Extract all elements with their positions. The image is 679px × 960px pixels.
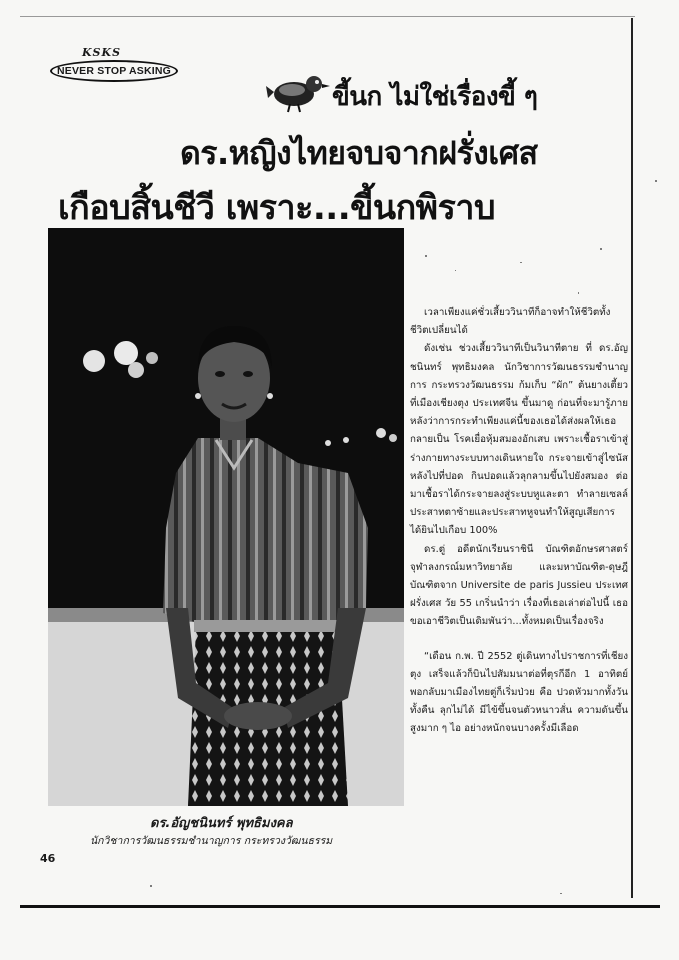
article-paragraph: “เดือน ก.พ. ปี 2552 ตู่เดินทางไปราชการที่เชียงตุง เสร็จแล้วก็บินไปสัมมนาต่อที่ตุรกีอีก 1 อาทิตย์ พอกลับมาเมืองไทยตู่ก็เริ่มป่วย คือ ปวดหัวมากทั้งวันทั้งคืน ลุกไม่ได้ มีไข้ขึ้นจนตัวหนาวสั่น ความดันขึ้นสูงมาก ๆ ไอ อย่างหนักจนบางครั้งมีเลือด <box>410 650 628 735</box>
scan-speck <box>520 262 522 263</box>
headline-line-2: ดร.หญิงไทยจบจากฝรั่งเศส <box>180 134 538 172</box>
article-body <box>410 304 628 739</box>
article-paragraph: เวลาเพียงแค่ชั่วเสี้ยววินาทีก็อาจทำให้ชีวิตทั้งชีวิตเปลี่ยนได้ <box>410 307 611 337</box>
scan-speck <box>578 292 579 294</box>
scan-speck <box>150 885 152 887</box>
scan-speck <box>600 248 602 250</box>
pigeon-icon <box>266 66 330 114</box>
article-paragraph: ดังเช่น ช่วงเสี้ยววินาทีเป็นวินาทีตาย ที่ ดร.อัญชนินทร์ พุทธิมงคล นักวิชาการวัฒนธรรมชำนาญการ กระทรวงวัฒนธรรม ก้มเก็บ “ผัก” ต้นยางเตี้ยว ที่เมืองเชียงตุง ประเทศจีน ขึ้นมาดู ก่อนที่จะมารู้ภายหลังว่าการกระทำเพียงแค่นี้ของเธอได้ส่งผลให้เธอกลายเป็น โรคเยื่อหุ้มสมองอักเสบ เพราะเชื้อราเข้าสู่ร่างกายทางระบบทางเดินหายใจ กระจายเข้าสู่ไซนัสหลังไปที่ปอด กินปอดแล้วลุกลามขึ้นไปยังสมอง ต่อมาเชื้อราได้กระจายลงสู่ระบบหูและตา ทำลายเซลล์ประสาทตาซ้ายและประสาทหูจนทำให้สูญเสียการได้ยินไปเกือบ 100% <box>410 343 628 537</box>
brand-logo <box>50 46 180 86</box>
brand-top-text: KSKS <box>82 46 122 59</box>
scan-speck <box>425 255 427 257</box>
scan-speck <box>655 180 657 182</box>
brand-oval <box>50 60 178 82</box>
headline-line-1: ขี้นก ไม่ใช่เรื่องขี้ ๆ <box>332 82 538 112</box>
top-scan-edge <box>20 16 635 17</box>
article-paragraph: ดร.ตู่ อดีตนักเรียนราชินี บัณฑิตอักษรศาสตร์ จุฬาลงกรณ์มหาวิทยาลัย และมหาบัณฑิต-ดุษฎีบัณฑิตจาก Universite de paris Jussieu ประเทศฝรั่งเศส วัย 55 เกริ่นนำว่า เรื่องที่เธอเล่าต่อไปนี้ เธอขอเอาชีวิตเป็นเดิมพันว่า...ทั้งหมดเป็นเรื่องจริง <box>410 543 628 628</box>
photo-caption-name: ดร.อัญชนินทร์ พุทธิมงคล <box>150 816 293 831</box>
bottom-rule <box>20 905 660 908</box>
headline-line-3: เกือบสิ้นชีวี เพราะ...ขี้นกพิราบ <box>58 188 496 228</box>
page-number: 46 <box>40 852 56 865</box>
scan-speck <box>455 270 456 271</box>
page-edge-line <box>631 18 633 898</box>
scan-speck <box>560 893 562 894</box>
portrait-photo <box>48 228 404 806</box>
brand-tagline: NEVER STOP ASKING <box>56 65 172 77</box>
photo-caption-role: นักวิชาการวัฒนธรรมชำนาญการ กระทรวงวัฒนธรรม <box>90 835 333 847</box>
